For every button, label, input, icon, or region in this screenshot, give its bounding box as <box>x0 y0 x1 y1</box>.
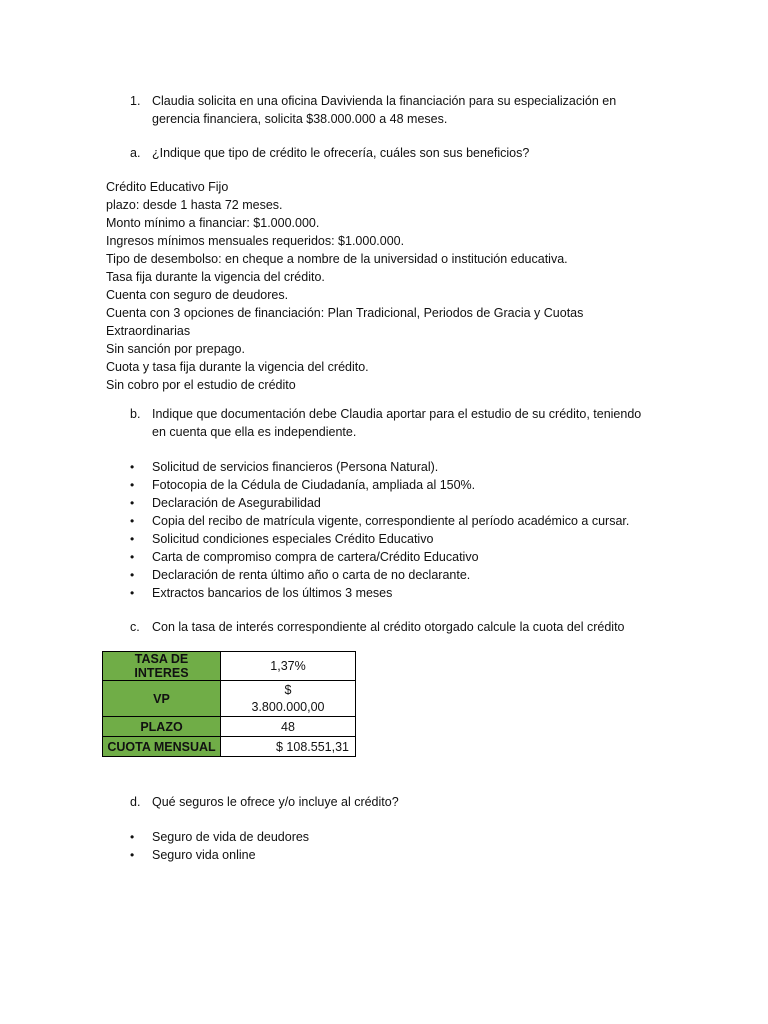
list-item: Copia del recibo de matrícula vigente, correspondiente al período académico a cursar. <box>152 514 630 528</box>
term-value: 48 <box>221 717 356 737</box>
vp-value-cell <box>221 681 356 717</box>
table-row <box>103 717 356 737</box>
answer-line: Cuenta con 3 opciones de financiación: Plan Tradicional, Periodos de Gracia y Cuotas <box>106 306 584 320</box>
question-text-line-1: Claudia solicita en una oficina Davivienda la financiación para su especialización en <box>152 94 617 108</box>
vp-value: 3.800.000,00 <box>251 699 325 714</box>
part-c-question: Con la tasa de interés correspondiente al crédito otorgado calcule la cuota del crédito <box>152 620 625 634</box>
bullet-icon: • <box>130 830 135 844</box>
part-d-letter: d. <box>130 795 141 809</box>
loan-calculation-table <box>102 651 356 757</box>
bullet-icon: • <box>130 532 135 546</box>
table-row <box>103 737 356 757</box>
vp-currency: $ <box>284 682 292 697</box>
table-row <box>103 681 356 717</box>
answer-line: plazo: desde 1 hasta 72 meses. <box>106 198 283 212</box>
list-item: Seguro de vida de deudores <box>152 830 310 844</box>
answer-line: Tasa fija durante la vigencia del crédito. <box>106 270 325 284</box>
payment-value: $ 108.551,31 <box>221 737 356 757</box>
answer-line: Ingresos mínimos mensuales requeridos: $1.000.000. <box>106 234 405 248</box>
part-b-question-line-2: en cuenta que ella es independiente. <box>152 425 357 439</box>
part-c-letter: c. <box>130 620 140 634</box>
answer-line: Sin cobro por el estudio de crédito <box>106 378 296 392</box>
part-a-answer <box>106 178 583 394</box>
part-b-letter: b. <box>130 407 141 421</box>
answer-line: Extraordinarias <box>106 324 191 338</box>
bullet-icon: • <box>130 848 135 862</box>
bullet-icon: • <box>130 514 135 528</box>
answer-line: Cuota y tasa fija durante la vigencia del crédito. <box>106 360 369 374</box>
part-d-question: Qué seguros le ofrece y/o incluye al crédito? <box>152 795 399 809</box>
vp-label: VP <box>103 681 221 717</box>
payment-label: CUOTA MENSUAL <box>103 737 221 757</box>
answer-line: Cuenta con seguro de deudores. <box>106 288 289 302</box>
list-item: Solicitud de servicios financieros (Persona Natural). <box>152 460 439 474</box>
list-item: Carta de compromiso compra de cartera/Crédito Educativo <box>152 550 479 564</box>
rate-label: TASA DE INTERES <box>103 652 221 681</box>
list-item: Declaración de Asegurabilidad <box>152 496 321 510</box>
bullet-icon: • <box>130 586 135 600</box>
list-item: Declaración de renta último año o carta de no declarante. <box>152 568 471 582</box>
answer-line: Crédito Educativo Fijo <box>106 180 229 194</box>
bullet-icon: • <box>130 550 135 564</box>
bullet-icon: • <box>130 478 135 492</box>
part-a-letter: a. <box>130 146 141 160</box>
part-a-question: ¿Indique que tipo de crédito le ofrecería, cuáles son sus beneficios? <box>152 146 530 160</box>
rate-value: 1,37% <box>221 652 356 681</box>
table-row <box>103 652 356 681</box>
bullet-icon: • <box>130 496 135 510</box>
bullet-icon: • <box>130 568 135 582</box>
question-text-line-2: gerencia financiera, solicita $38.000.000 a 48 meses. <box>152 112 448 126</box>
list-item: Extractos bancarios de los últimos 3 meses <box>152 586 393 600</box>
part-b-question-line-1: Indique que documentación debe Claudia aportar para el estudio de su crédito, teniendo <box>152 407 642 421</box>
question-number: 1. <box>130 94 141 108</box>
list-item: Seguro vida online <box>152 848 256 862</box>
term-label: PLAZO <box>103 717 221 737</box>
answer-line: Tipo de desembolso: en cheque a nombre de la universidad o institución educativa. <box>106 252 568 266</box>
bullet-icon: • <box>130 460 135 474</box>
list-item: Fotocopia de la Cédula de Ciudadanía, ampliada al 150%. <box>152 478 476 492</box>
list-item: Solicitud condiciones especiales Crédito Educativo <box>152 532 434 546</box>
answer-line: Monto mínimo a financiar: $1.000.000. <box>106 216 320 230</box>
answer-line: Sin sanción por prepago. <box>106 342 245 356</box>
